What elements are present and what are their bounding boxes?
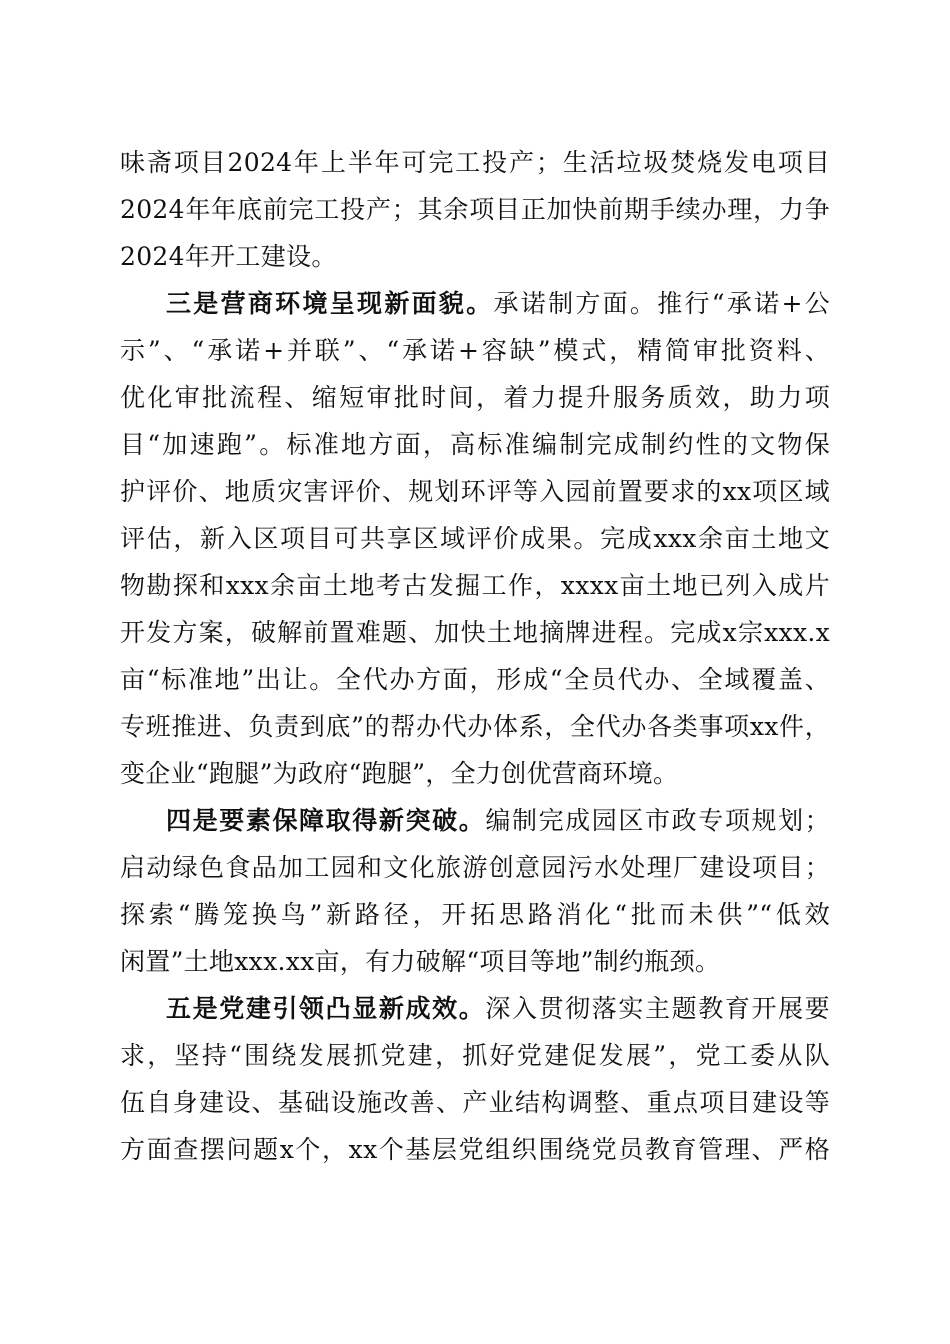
paragraph-2-line-3: 优化审批流程、缩短审批时间，着力提升服务质效，助力项: [120, 383, 830, 412]
paragraph-4-lead: 五是党建引领凸显新成效。: [166, 994, 486, 1023]
paragraph-1-line-3: 2024年开工建设。: [120, 242, 337, 271]
paragraph-2-line-9: 亩“标准地”出让。全代办方面，形成“全员代办、全域覆盖、: [120, 665, 830, 694]
paragraph-2-line-1: [166, 284, 830, 324]
paragraph-2-line-5: 护评价、地质灾害评价、规划环评等入园前置要求的xx项区域: [120, 477, 830, 506]
paragraph-2-lead: 三是营商环境呈现新面貌。: [166, 289, 494, 318]
paragraph-3-line-1: [166, 801, 830, 841]
paragraph-1-line-1: 味斋项目2024年上半年可完工投产；生活垃圾焚烧发电项目: [120, 148, 830, 177]
paragraph-3-line-3: 探索“腾笼换鸟”新路径，开拓思路消化“批而未供”“低效: [120, 900, 830, 929]
paragraph-2-line-4: 目“加速跑”。标准地方面，高标准编制完成制约性的文物保: [120, 430, 830, 459]
paragraph-2-line-2: 示”、“承诺+并联”、“承诺+容缺”模式，精简审批资料、: [120, 336, 830, 365]
paragraph-3-line-2: 启动绿色食品加工园和文化旅游创意园污水处理厂建设项目；: [120, 853, 830, 882]
paragraph-4-line-4: 方面查摆问题x个，xx个基层党组织围绕党员教育管理、严格: [120, 1135, 830, 1164]
paragraph-2-line-11: 变企业“跑腿”为政府“跑腿”，全力创优营商环境。: [120, 759, 679, 788]
paragraph-4-line-2: 求，坚持“围绕发展抓党建，抓好党建促发展”，党工委从队: [120, 1041, 830, 1070]
paragraph-3-line-4: 闲置”土地xxx.xx亩，有力破解“项目等地”制约瓶颈。: [120, 947, 721, 976]
paragraph-2-line-6: 评估，新入区项目可共享区域评价成果。完成xxx余亩土地文: [120, 524, 830, 553]
paragraph-2-line-8: 开发方案，破解前置难题、加快土地摘牌进程。完成x宗xxx.x: [120, 618, 830, 647]
paragraph-4-line-1-text: 深入贯彻落实主题教育开展要: [485, 994, 830, 1023]
paragraph-2-line-7: 物勘探和xxx余亩土地考古发掘工作，xxxx亩土地已列入成片: [120, 571, 830, 600]
paragraph-4-line-3: 伍自身建设、基础设施改善、产业结构调整、重点项目建设等: [120, 1088, 830, 1117]
paragraph-3-lead: 四是要素保障取得新突破。: [166, 806, 486, 835]
paragraph-3-line-1-text: 编制完成园区市政专项规划；: [485, 806, 830, 835]
paragraph-2-line-10: 专班推进、负责到底”的帮办代办体系，全代办各类事项xx件，: [120, 712, 830, 741]
paragraph-1-line-2: 2024年年底前完工投产；其余项目正加快前期手续办理，力争: [120, 195, 830, 224]
paragraph-4-line-1: [166, 989, 830, 1029]
paragraph-2-line-1-text: 承诺制方面。推行“承诺+公: [493, 289, 830, 318]
